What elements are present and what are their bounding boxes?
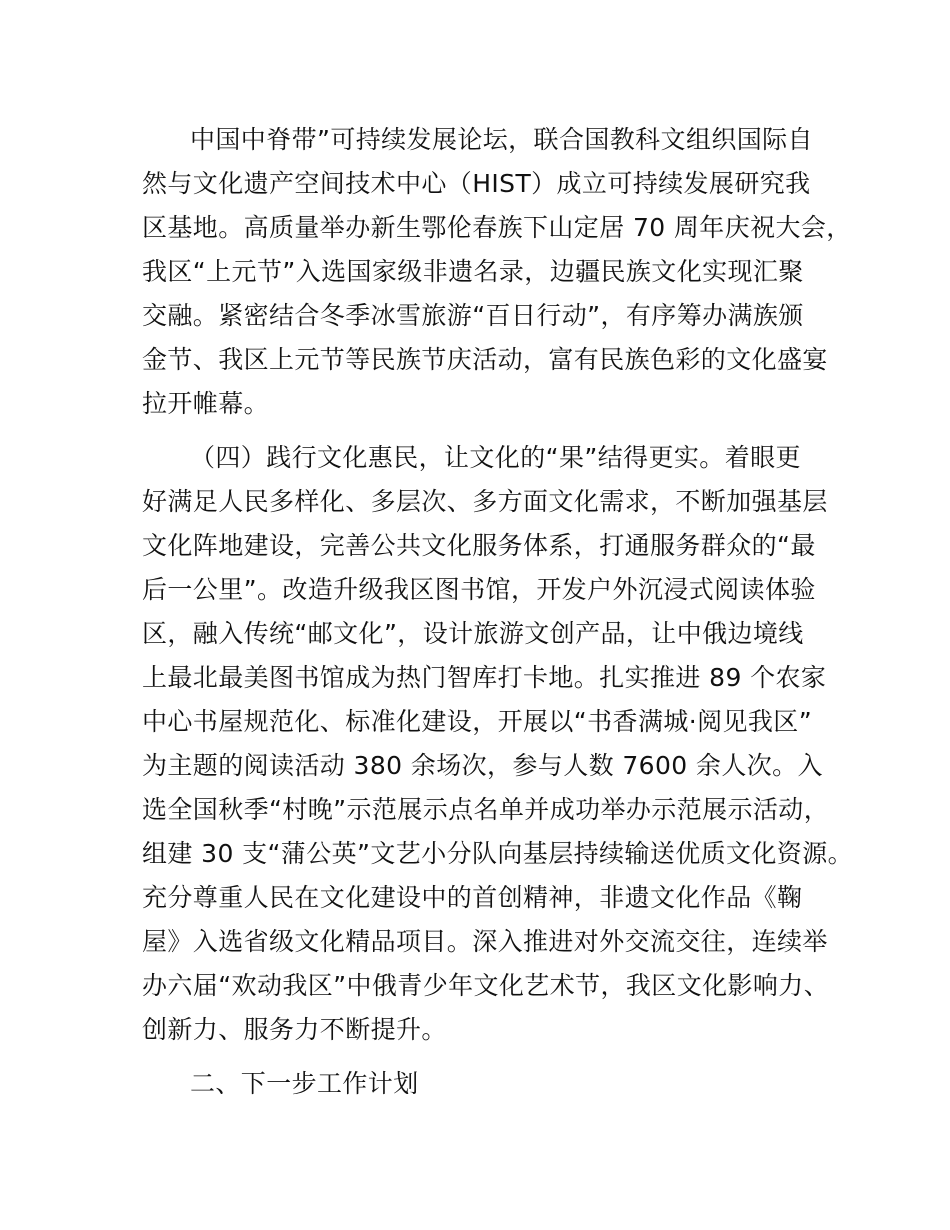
text-line: 选全国秋季“村晚”示范展示点名单并成功举办示范展示活动， xyxy=(142,795,830,824)
text-line: 屋》入选省级文化精品项目。深入推进对外交流交往，连续举 xyxy=(142,927,828,956)
text-line: 我区“上元节”入选国家级非遗名录，边疆民族文化实现汇聚 xyxy=(142,257,804,286)
text-line: （四）践行文化惠民，让文化的“果”结得更实。着眼更 xyxy=(190,443,801,472)
text-line: 中国中脊带”可持续发展论坛，联合国教科文组织国际自 xyxy=(190,125,813,154)
text-line: 好满足人民多样化、多层次、多方面文化需求，不断加强基层 xyxy=(142,487,828,516)
text-line: 中心书屋规范化、标准化建设，开展以“书香满城·阅见我区” xyxy=(142,707,813,736)
text-line: 区基地。高质量举办新生鄂伦春族下山定居 70 周年庆祝大会， xyxy=(142,213,852,242)
paragraph-culture-benefits xyxy=(142,436,854,1052)
text-line: 上最北最美图书馆成为热门智库打卡地。扎实推进 89 个农家 xyxy=(142,663,827,692)
paragraph-culture-heritage xyxy=(142,118,852,426)
text-line: 交融。紧密结合冬季冰雪旅游“百日行动”，有序筹办满族颁 xyxy=(142,301,804,330)
text-line: 组建 30 支“蒲公英”文艺小分队向基层持续输送优质文化资源。 xyxy=(142,839,854,868)
text-line: 办六届“欢动我区”中俄青少年文化艺术节，我区文化影响力、 xyxy=(142,971,830,1000)
text-line: 拉开帷幕。 xyxy=(142,389,270,418)
text-line: 为主题的阅读活动 380 余场次，参与人数 7600 余人次。入 xyxy=(142,751,823,780)
text-line: 后一公里”。改造升级我区图书馆，开发户外沉浸式阅读体验 xyxy=(142,575,816,604)
text-line: 然与文化遗产空间技术中心（HIST）成立可持续发展研究我 xyxy=(142,169,811,198)
document-body xyxy=(142,118,854,1106)
text-line: 区，融入传统“邮文化”，设计旅游文创产品，让中俄边境线 xyxy=(142,619,804,648)
text-line: 创新力、服务力不断提升。 xyxy=(142,1015,447,1044)
text-line: 文化阵地建设，完善公共文化服务体系，打通服务群众的“最 xyxy=(142,531,816,560)
text-line: 金节、我区上元节等民族节庆活动，富有民族色彩的文化盛宴 xyxy=(142,345,828,374)
section-heading: 二、下一步工作计划 xyxy=(190,1069,419,1098)
text-line: 充分尊重人民在文化建设中的首创精神，非遗文化作品《鞠 xyxy=(142,883,803,912)
